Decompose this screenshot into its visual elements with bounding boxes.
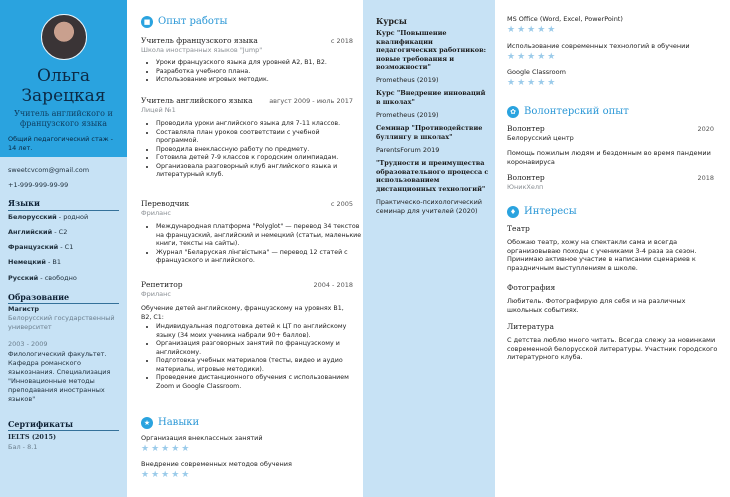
handshake-icon: ♦	[507, 206, 519, 218]
star-icon: ★	[141, 417, 153, 429]
volunteer-date: 2020	[697, 125, 714, 133]
full-name	[0, 66, 127, 106]
course-org: Prometheus (2019)	[376, 111, 439, 119]
list-item: • Готовила детей 7-9 классов к городским олимпиадам.	[156, 154, 361, 163]
interest-desc: Обожаю театр, хожу на спектакли сама и всегда организовываю походы с учениками 3-4 раза за сезон. Принимаю активное участие в написании сценариев к праздничным выступлениям в школе.	[507, 238, 697, 272]
list-item: • Составляла план уроков соответствии с учебной программой.	[156, 129, 361, 146]
divider	[8, 303, 119, 304]
volunteer-role: Волонтер	[507, 173, 545, 182]
job-title: Учитель французского языка	[141, 36, 258, 45]
job-title: Переводчик	[141, 199, 190, 208]
volunteer-org: Белорусский центр	[507, 134, 574, 142]
right-column	[495, 0, 730, 497]
degree: Магистр	[8, 305, 40, 313]
skill-rating: ★★★★★	[507, 52, 558, 62]
phone[interactable]: +1-999-999-99-99	[8, 181, 69, 189]
experience-column	[127, 0, 363, 497]
language-item: Французский - C1	[8, 243, 74, 251]
interest-desc: Любитель. Фотографирую для себя и на различных школьных событиях.	[507, 297, 686, 314]
skill-rating: ★★★★★	[141, 470, 192, 480]
education-heading: Образование	[8, 292, 70, 302]
university: Белорусский государственный университет	[8, 314, 115, 331]
skill-rating: ★★★★★	[507, 78, 558, 88]
course-org: Практическо-психологический семинар для учителей (2020)	[376, 198, 483, 215]
interest-title: Фотография	[507, 283, 556, 292]
interest-title: Театр	[507, 224, 530, 233]
job-place: Фриланс	[141, 209, 171, 217]
skill-name: Использование современных технологий в обучении	[507, 42, 690, 50]
divider	[8, 210, 119, 211]
list-item: • Проводила уроки английского языка для 7-11 классов.	[156, 120, 361, 129]
list-item: • Индивидуальная подготовка детей к ЦТ по английскому языку (34 моих ученика набрали 90+ баллов).	[156, 323, 362, 340]
list-item: • Журнал "Беларуская лiнгвiстыка" — перевод 12 статей с французского и английского.	[156, 249, 362, 266]
job-intro: Обучение детей английскому, французскому на уровнях В1, В2, С1:	[141, 305, 344, 321]
list-item: • Организовала разговорный клуб английского языка и литературный клуб.	[156, 163, 361, 180]
job-date: с 2005	[330, 200, 353, 208]
job-date: август 2009 - июль 2017	[269, 97, 353, 105]
language-item: Русский - свободно	[8, 274, 77, 282]
job-date: с 2018	[330, 37, 353, 45]
job-bullets	[144, 223, 362, 266]
job-title: Учитель английского языка	[141, 96, 253, 105]
skill-name: Google Classroom	[507, 68, 566, 76]
volunteer-role: Волонтер	[507, 124, 545, 133]
divider	[8, 430, 119, 431]
first-name: Ольга	[36, 66, 91, 86]
job-place: Лицей №1	[141, 106, 176, 114]
skill-name: Организация внеклассных занятий	[141, 434, 263, 442]
courses-heading: Курсы	[376, 16, 407, 26]
skill-name: MS Office (Word, Excel, PowerPoint)	[507, 15, 623, 23]
job-place: Фриланс	[141, 290, 171, 298]
list-item: • Уроки французского языка для уровней А2, В1, В2.	[156, 59, 361, 68]
certificate-score: Бал - 8.1	[8, 443, 38, 451]
skills-heading: Навыки	[158, 417, 200, 428]
certificates-heading: Сертификаты	[8, 419, 74, 429]
volunteer-org: ЮникХелп	[507, 183, 544, 191]
education-years: 2003 - 2009	[8, 340, 48, 348]
language-item: Английский - C2	[8, 228, 68, 236]
education-details: Филологический факультет. Кафедра романского языкознания. Специализация "Инновационные методы преподавания иностранных языков"	[8, 350, 111, 403]
list-item: • Проводила внеклассную работу по предмету.	[156, 146, 361, 155]
interest-title: Литература	[507, 322, 554, 331]
course-title: Семинар "Противодействие буллингу в школах"	[376, 124, 483, 141]
skill-rating: ★★★★★	[141, 444, 192, 454]
job-place: Школа иностранных языков "Jump"	[141, 46, 263, 54]
course-title: "Трудности и преимущества образовательного процесса с использованием дистанционных технологий"	[376, 159, 489, 193]
email[interactable]: sweetcvcom@gmail.com	[8, 166, 90, 174]
list-item: • Использование игровых методик.	[156, 76, 361, 85]
sidebar-details	[0, 157, 127, 497]
volunteer-date: 2018	[697, 174, 714, 182]
job-title: Репетитор	[141, 280, 183, 289]
skill-rating: ★★★★★	[507, 25, 558, 35]
job-bullets	[144, 323, 362, 391]
avatar	[41, 14, 87, 60]
volunteer-desc: Помощь пожилым людям и бездомным во время пандемии коронавируса	[507, 149, 711, 166]
interest-desc: С детства люблю много читать. Всегда слежу за новинками современной белорусской литературы. Участник городского литературного клуба.	[507, 336, 718, 361]
skill-name: Внедрение современных методов обучения	[141, 460, 292, 468]
interests-heading: Интересы	[524, 206, 577, 217]
language-item: Немецкий - B1	[8, 258, 61, 266]
experience-note: Общий педагогический стаж - 14 лет.	[8, 135, 113, 152]
courses-column	[363, 0, 495, 497]
language-item: Белорусский - родной	[8, 213, 89, 221]
last-name: Зарецкая	[21, 86, 106, 106]
profile-header	[0, 0, 127, 157]
list-item: • Организация разговорных занятий по французскому и английскому.	[156, 340, 362, 357]
course-org: Prometheus (2019)	[376, 76, 439, 84]
course-title: Курс "Повышение квалификации педагогических работников: новые требования и возможности"	[376, 29, 487, 71]
list-item: • Подготовка учебных материалов (тесты, видео и аудио материалы, игровые методики).	[156, 357, 362, 374]
leaf-icon: ✿	[507, 106, 519, 118]
list-item: • Проведение дистанционного обучения с использованием Zoom и Google Classroom.	[156, 374, 362, 391]
job-bullets	[144, 120, 361, 180]
job-bullets	[144, 59, 361, 85]
course-org: ParentsForum 2019	[376, 146, 440, 154]
experience-heading: Опыт работы	[158, 16, 228, 27]
volunteer-heading: Волонтерский опыт	[524, 106, 629, 117]
list-item: • Международная платформа "Polyglot" — перевод 34 текстов на французский, английский и немецкий (статьи, маленькие книги, тексты на сайты).	[156, 223, 362, 249]
list-item: • Разработка учебного плана.	[156, 68, 361, 77]
briefcase-icon: ■	[141, 16, 153, 28]
course-title: Курс "Внедрение инноваций в школах"	[376, 89, 486, 106]
languages-heading: Языки	[8, 198, 40, 208]
left-sidebar	[0, 0, 127, 497]
job-date: 2004 - 2018	[313, 281, 353, 289]
job-role: Учитель английского и французского языка	[14, 109, 113, 128]
certificate-name: IELTS (2015)	[8, 433, 57, 441]
